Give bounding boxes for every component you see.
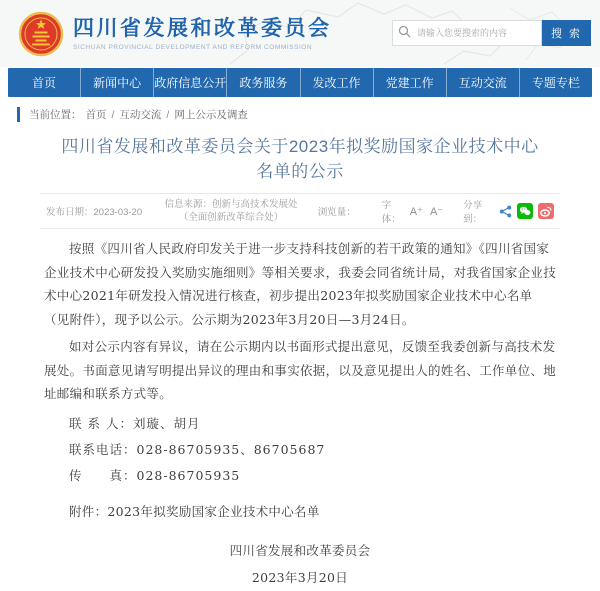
breadcrumb: [0, 97, 600, 129]
site-header: [0, 0, 600, 67]
search-button[interactable]: 搜 索: [542, 20, 591, 46]
breadcrumb-section-link[interactable]: 互动交流: [119, 109, 162, 121]
paragraph: 按照《四川省人民政府印发关于进一步支持科技创新的若干政策的通知》《四川省国家企业技术中心研发投入奖励实施细则》等相关要求，我委会同省统计局，对我省国家企业技术中心2021年研发投入情况进行核查，初步提出2023年拟奖励国家企业技术中心名单（见附件），现予以公示。公示期为2023年3月20日—3月24日。: [44, 241, 557, 327]
contact-phone: 联系电话：028-86705935、86705687: [69, 441, 326, 457]
article: [0, 129, 600, 591]
main-nav: [8, 68, 592, 97]
breadcrumb-separator: /: [111, 108, 115, 121]
contact-block: [44, 411, 556, 489]
signature-block: [44, 537, 556, 591]
font-size-label: 字体：: [381, 200, 401, 225]
nav-item-services[interactable]: 政务服务: [227, 68, 300, 97]
site-logo[interactable]: [18, 11, 64, 57]
view-count: 浏览量：: [317, 207, 356, 218]
share-weibo-icon[interactable]: [538, 203, 554, 219]
signature-org: 四川省发展和改革委员会: [229, 542, 371, 558]
nav-item-special-topics[interactable]: 专题专栏: [531, 76, 580, 90]
nav-item-ndrc-work[interactable]: 发改工作: [301, 68, 374, 97]
nav-item-gov-info[interactable]: 政府信息公开: [154, 68, 227, 97]
nav-item-party-building[interactable]: 党建工作: [374, 68, 447, 97]
share-label: 分享到：: [463, 200, 483, 225]
search-icon: [398, 25, 411, 43]
signature-date: 2023年3月20日: [251, 569, 349, 585]
font-increase-button[interactable]: A⁺: [409, 205, 423, 218]
site-branding: [73, 17, 332, 51]
attachment-link[interactable]: 2023年拟奖励国家企业技术中心名单: [107, 503, 320, 519]
font-size-controls: [382, 197, 443, 225]
site-title: 四川省发展和改革委员会: [73, 16, 332, 40]
nav-item-news[interactable]: 新闻中心: [81, 68, 154, 97]
attachment-label: 附件：: [69, 503, 108, 519]
paragraph: 如对公示内容有异议，请在公示期内以书面形式提出意见，反馈至我委创新与高技术发展处。书面意见请写明提出异议的理由和事实依据，以及意见提出人的姓名、工作单位、地址邮编和联系方式等。: [44, 339, 557, 401]
breadcrumb-separator: /: [166, 108, 170, 121]
breadcrumb-marker: [17, 107, 20, 122]
font-decrease-button[interactable]: A⁻: [429, 205, 444, 218]
contact-person: 联 系 人：刘璇、胡月: [69, 415, 201, 431]
breadcrumb-home-link[interactable]: 首页: [85, 109, 107, 121]
search-input[interactable]: [392, 20, 542, 46]
share-controls: [463, 197, 554, 225]
nav-item-home[interactable]: 首页: [8, 68, 81, 97]
share-nodes-icon[interactable]: [499, 205, 512, 218]
article-title: 四川省发展和改革委员会关于2023年拟奖励国家企业技术中心名单的公示: [61, 137, 539, 181]
share-wechat-icon[interactable]: [517, 203, 533, 219]
nav-item-interaction[interactable]: 互动交流: [447, 68, 520, 97]
attachment-line: [44, 500, 556, 524]
national-emblem-icon: [18, 11, 64, 57]
breadcrumb-label: 当前位置：: [29, 109, 82, 121]
info-source: 信息来源：创新与高技术发展处（全面创新改革综合处）: [164, 199, 298, 223]
search-box: [392, 20, 591, 46]
publish-date: 发布日期：2023-03-20: [46, 207, 143, 218]
article-meta-row: [40, 193, 560, 229]
site-subtitle: SICHUAN PROVINCIAL DEVELOPMENT AND REFORM COMMISSION: [73, 43, 313, 51]
article-body: [0, 229, 600, 591]
breadcrumb-current: 网上公示及调查: [174, 109, 248, 121]
contact-fax: 传 真：028-86705935: [69, 467, 241, 483]
